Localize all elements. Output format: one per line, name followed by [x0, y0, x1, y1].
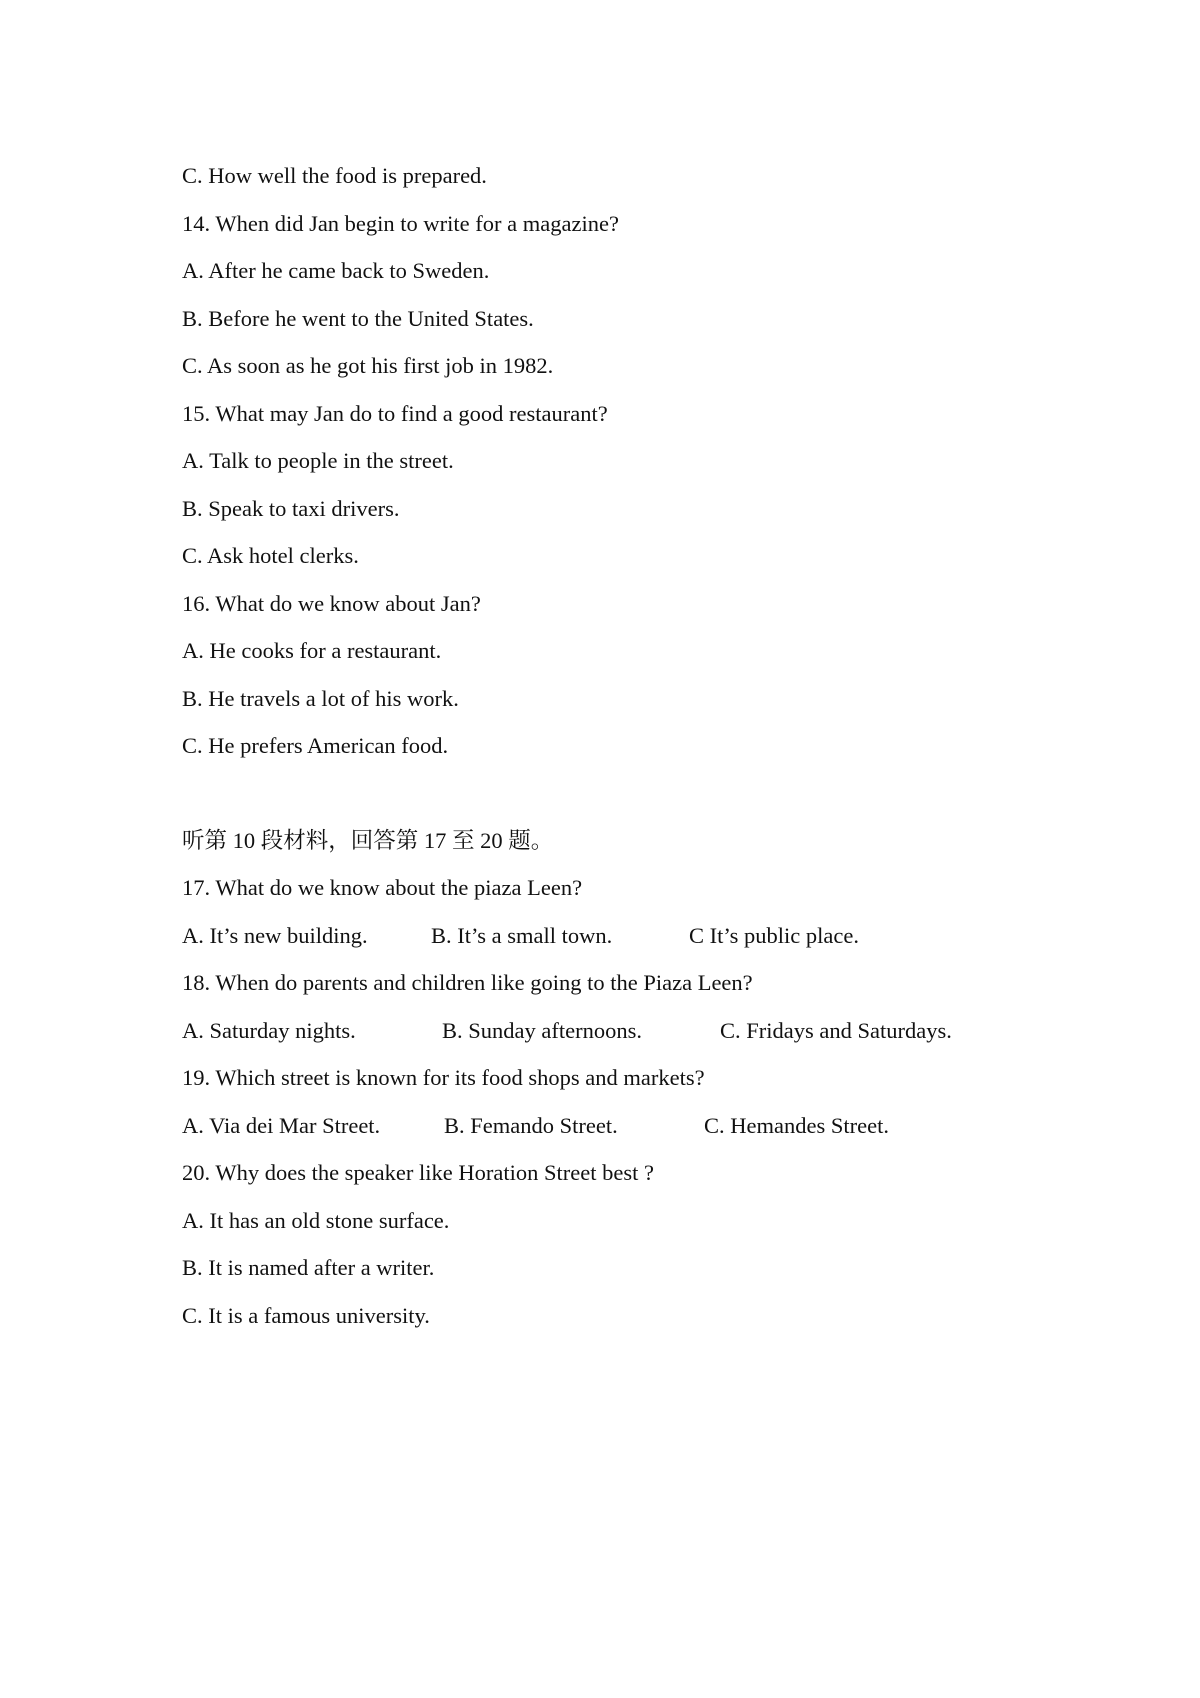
- q16-option-c: C. He prefers American food.: [182, 733, 449, 758]
- q18-option-b: B. Sunday afternoons.: [442, 1017, 642, 1043]
- q18-option-a: A. Saturday nights.: [182, 1017, 356, 1043]
- q20-question: 20. Why does the speaker like Horation Street best ?: [182, 1160, 654, 1185]
- q15-option-c: C. Ask hotel clerks.: [182, 543, 359, 568]
- q15-option-a: A. Talk to people in the street.: [182, 448, 454, 473]
- q17-question: 17. What do we know about the piaza Leen?: [182, 875, 583, 900]
- q19-option-a: A. Via dei Mar Street.: [182, 1112, 381, 1138]
- q16-option-b: B. He travels a lot of his work.: [182, 685, 459, 711]
- q19-option-b: B. Femando Street.: [444, 1112, 618, 1138]
- q18-question: 18. When do parents and children like going to the Piaza Leen?: [182, 970, 753, 995]
- section-heading: 听第 10 段材料，回答第 17 至 20 题。: [182, 827, 554, 853]
- q20-option-c: C. It is a famous university.: [182, 1302, 430, 1328]
- q14-option-a: A. After he came back to Sweden.: [182, 258, 490, 283]
- q17-option-a: A. It’s new building.: [182, 922, 368, 948]
- q18-options: [182, 1007, 1082, 1055]
- q19-option-c: C. Hemandes Street.: [704, 1112, 889, 1138]
- q16-option-a: A. He cooks for a restaurant.: [182, 638, 442, 663]
- q20-option-a: A. It has an old stone surface.: [182, 1207, 450, 1233]
- q20-option-b: B. It is named after a writer.: [182, 1255, 435, 1280]
- document-content: [182, 152, 1082, 1339]
- q19-question: 19. Which street is known for its food shops and markets?: [182, 1065, 705, 1090]
- q14-option-c: C. As soon as he got his first job in 1982.: [182, 353, 554, 378]
- q17-option-c: C It’s public place.: [689, 922, 859, 948]
- q15-question: 15. What may Jan do to find a good restaurant?: [182, 400, 608, 426]
- q15-option-b: B. Speak to taxi drivers.: [182, 495, 400, 521]
- q19-options: [182, 1102, 1082, 1150]
- q18-option-c: C. Fridays and Saturdays.: [720, 1017, 952, 1043]
- q14-option-b: B. Before he went to the United States.: [182, 305, 534, 331]
- q13-option-c: C. How well the food is prepared.: [182, 163, 487, 188]
- q14-question: 14. When did Jan begin to write for a magazine?: [182, 210, 619, 236]
- q17-option-b: B. It’s a small town.: [431, 922, 613, 948]
- q17-options: [182, 912, 1082, 960]
- section-spacer: [182, 770, 1082, 817]
- q16-question: 16. What do we know about Jan?: [182, 590, 481, 616]
